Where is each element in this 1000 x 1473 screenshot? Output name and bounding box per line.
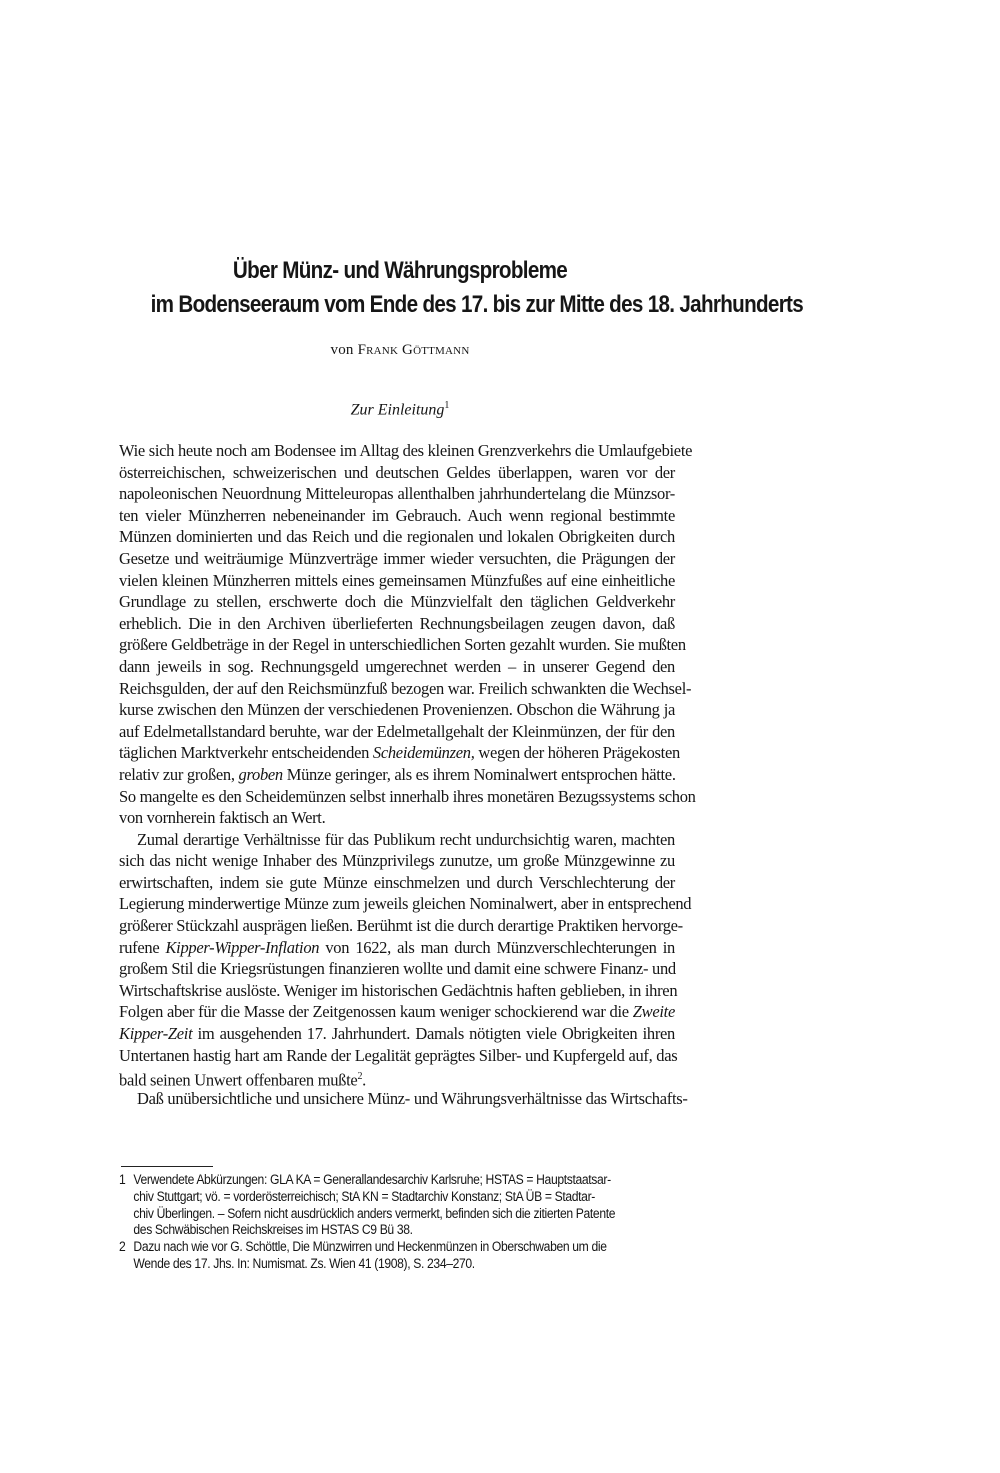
author-name: Frank Göttmann [357, 342, 470, 358]
text-span: täglichen Marktverkehr entscheidenden [119, 743, 373, 763]
text-line: Grundlage zu stellen, erschwerte doch die Münzvielfalt den täglichen Geldverkehr [119, 592, 675, 612]
text-line: dann jeweils in sog. Rechnungsgeld umgerechnet werden – in unserer Gegend den [119, 656, 675, 676]
text-span: relativ zur großen, [119, 764, 239, 784]
footnote-number: 2 [119, 1239, 126, 1255]
text-line: Wirtschaftskrise auslöste. Weniger im historischen Gedächtnis haften geblieben, in ihren [119, 980, 678, 1000]
footnote-ref-1: 1 [444, 400, 450, 411]
text-line: großem Stil die Kriegsrüstungen finanzieren wollte und damit eine schwere Finanz- und [119, 959, 676, 979]
text-line: Wie sich heute noch am Bodensee im Alltag des kleinen Grenzverkehrs die Umlaufgebiete [119, 441, 693, 460]
text-line: napoleonischen Neuordnung Mitteleuropas allenthalben jahrhundertelang die Münzsor- [119, 484, 675, 504]
text-span: im ausgehenden 17. Jahrhundert. Damals nötigten viele Obrigkeiten ihren [192, 1024, 675, 1044]
text-line [119, 1001, 675, 1023]
text-line: sich das nicht wenige Inhaber des Münzprivilegs zunutze, um große Münzgewinne zu [119, 851, 675, 871]
footnote-2-line [119, 1239, 623, 1256]
text-line: Münzen dominierten und das Reich und die regionalen und lokalen Obrigkeiten durch [119, 527, 675, 547]
footnote-text: Verwendete Abkürzungen: GLA KA = Generallandesarchiv Karlsruhe; HSTAS = Hauptstaatsar- [133, 1172, 611, 1187]
text-line: kurse zwischen den Münzen der verschiedenen Provenienzen. Obschon die Währung ja [119, 700, 675, 720]
text-line: ten vieler Münzherren nebeneinander im Gebrauch. Auch wenn regional bestimmte [119, 505, 675, 525]
text-line: österreichischen, schweizerischen und deutschen Geldes überlappen, waren vor der [119, 462, 675, 482]
text-line: von vornherein faktisch an Wert. [119, 808, 326, 828]
text-span: . [362, 1070, 366, 1090]
italic-term: groben [238, 764, 283, 784]
text-line: größere Geldbeträge in der Regel in unterschiedlichen Sorten gezahlt wurden. Sie mußten [119, 635, 686, 655]
text-line: So mangelte es den Scheidemünzen selbst innerhalb ihres monetären Bezugssystems schon [119, 786, 696, 806]
footnote-2-line: Wende des 17. Jhs. In: Numismat. Zs. Wien 41 (1908), S. 234–270. [133, 1255, 475, 1271]
text-line: Daß unübersichtliche und unsichere Münz- und Währungsverhältnisse das Wirtschafts- [137, 1088, 688, 1108]
text-line: größerer Stückzahl ausprägen ließen. Berühmt ist die durch derartige Praktiken hervorge- [119, 916, 683, 936]
italic-term: Scheidemünzen, [372, 743, 475, 763]
footnotes [119, 1172, 679, 1273]
text-line [119, 764, 675, 786]
footnote-divider [121, 1166, 213, 1167]
text-line: Legierung minderwertige Münze zum jeweils gleichen Nominalwert, aber in entsprechend [119, 894, 692, 914]
text-line [119, 937, 675, 959]
text-line: Gesetze und weiträumige Münzverträge immer wieder versuchten, die Prägungen der [119, 548, 675, 568]
text-line: erheblich. Die in den Archiven überlieferten Rechnungsbeilagen zeugen davon, daß [119, 613, 675, 633]
text-span: von 1622, als man durch Münzverschlechterungen in [319, 937, 675, 957]
footnote-1-line: des Schwäbischen Reichskreises im HSTAS C9 Bü 38. [133, 1222, 413, 1238]
text-line [119, 742, 680, 764]
footnote-1-line: chiv Überlingen. – Sofern nicht ausdrücklich anders vermerkt, befinden sich die zitierten Patente [133, 1205, 616, 1221]
footnote-1-line [119, 1172, 623, 1189]
section-heading [110, 400, 690, 419]
footnote-ref-2: 2 [357, 1071, 363, 1083]
text-span: Folgen aber für die Masse der Zeitgenossen kaum weniger schockierend war die [119, 1002, 633, 1022]
italic-term: Kipper-Wipper-Inflation [165, 937, 320, 957]
title-line-1: Über Münz- und Währungsprobleme [232, 257, 568, 284]
text-line: Zumal derartige Verhältnisse für das Publikum recht undurchsichtig waren, machten [137, 829, 675, 849]
text-line: erwirtschaften, indem sie gute Münze einschmelzen und durch Verschlechterung der [119, 872, 675, 892]
text-line [119, 1066, 675, 1088]
section-heading-text: Zur Einleitung [350, 401, 445, 419]
text-line: Reichsgulden, der auf den Reichsmünzfuß bezogen war. Freilich schwankten die Wechsel- [119, 678, 692, 698]
article-title [110, 254, 804, 322]
text-line [119, 1023, 675, 1045]
body-text [119, 440, 696, 1109]
footnote-text: Dazu nach wie vor G. Schöttle, Die Münzwirren und Heckenmünzen in Oberschwaben um die [133, 1239, 607, 1255]
title-line-2: im Bodenseeraum vom Ende des 17. bis zur Mitte des 18. Jahrhunderts [150, 291, 804, 318]
footnote-number: 1 [119, 1172, 126, 1187]
author-prefix: von [330, 342, 354, 358]
italic-term: Kipper-Zeit [119, 1024, 193, 1044]
text-line: Untertanen hastig hart am Rande der Legalität geprägtes Silber- und Kupfergeld auf, das [119, 1045, 678, 1065]
text-line: vielen kleinen Münzherren mittels eines gemeinsamen Münzfußes auf eine einheitliche [119, 570, 675, 590]
footnote-1-line: chiv Stuttgart; vö. = vorderösterreichisch; StA KN = Stadtarchiv Konstanz; StA ÜB = Stadtar- [133, 1188, 595, 1204]
text-span: rufene [119, 937, 166, 957]
text-span: Münze geringer, als es ihrem Nominalwert entsprochen hätte. [282, 764, 676, 784]
text-line: auf Edelmetallstandard beruhte, war der Edelmetallgehalt der Kleinmünzen, der für den [119, 721, 675, 741]
author-line [110, 342, 690, 359]
text-span: bald seinen Unwert offenbaren mußte [119, 1070, 358, 1090]
italic-term: Zweite [632, 1002, 675, 1022]
text-span: wegen der höheren Prägekosten [474, 743, 680, 763]
